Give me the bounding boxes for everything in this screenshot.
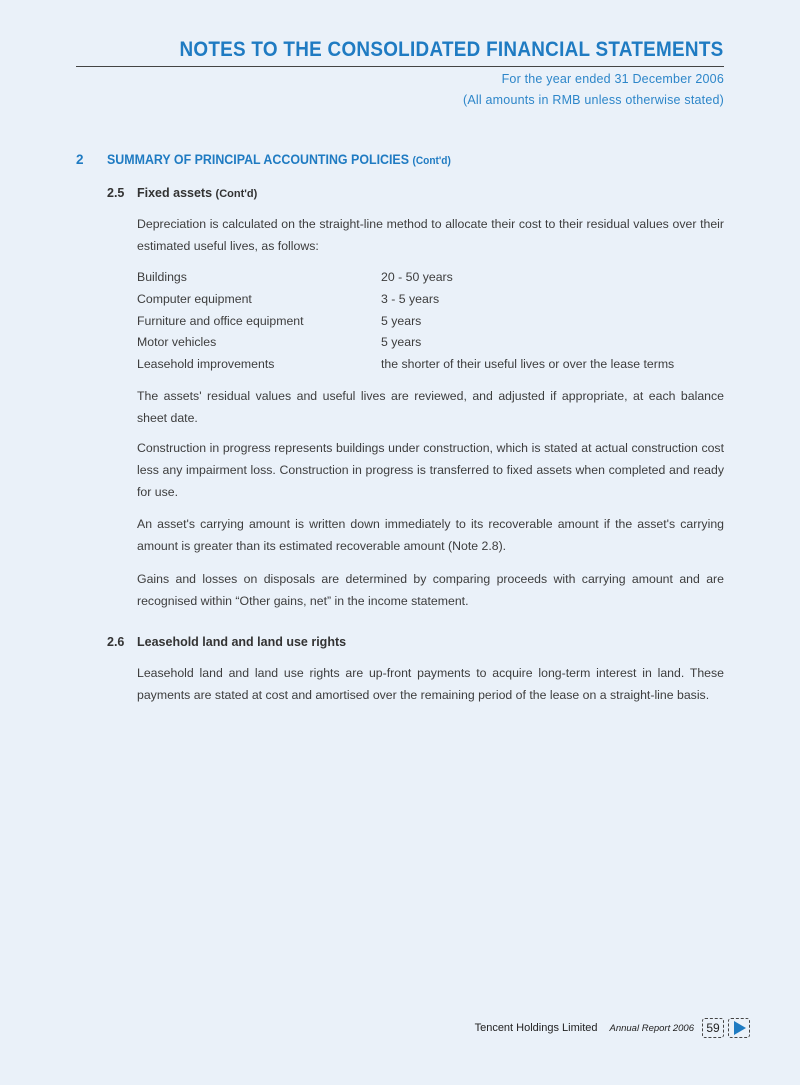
residual-values-paragraph: The assets' residual values and useful lives are reviewed, and adjusted if appropriate, at each balance sheet date.: [137, 389, 724, 425]
useful-life: 20 - 50 years: [381, 270, 453, 284]
page-number: 59: [702, 1018, 724, 1038]
disposals-paragraph: Gains and losses on disposals are determined by comparing proceeds with carrying amount and are recognised within “Other gains, net” in the income statement.: [137, 572, 724, 608]
header-rule: [76, 66, 724, 67]
company-name: Tencent Holdings Limited: [474, 1022, 598, 1034]
section-cont-label: (Cont'd): [412, 155, 451, 167]
play-triangle-icon: [731, 1020, 747, 1036]
subsection-title-2-5-text: Fixed assets: [137, 186, 213, 200]
carrying-amount-paragraph: An asset's carrying amount is written down immediately to its recoverable amount if the asset's carrying amount is greater than its estimated recoverable amount (Note 2.8).: [137, 517, 724, 553]
asset-class: Computer equipment: [137, 292, 252, 306]
useful-life: 3 - 5 years: [381, 292, 440, 306]
report-name: Annual Report 2006: [609, 1022, 694, 1034]
asset-class: Leasehold improvements: [137, 357, 275, 371]
subsection-number-2-6: 2.6: [107, 635, 125, 649]
subsection-cont-label: (Cont'd): [215, 188, 258, 200]
subsection-title-2-5: [137, 186, 257, 200]
currency-subtitle: (All amounts in RMB unless otherwise stated): [463, 93, 724, 107]
period-subtitle: For the year ended 31 December 2006: [501, 72, 724, 86]
useful-life: the shorter of their useful lives or over the lease terms: [381, 357, 675, 371]
page-title: NOTES TO THE CONSOLIDATED FINANCIAL STATEMENTS: [179, 38, 724, 61]
depreciation-intro-paragraph: Depreciation is calculated on the straight-line method to allocate their cost to their residual values over their estimated useful lives, as follows:: [137, 217, 724, 253]
useful-life: 5 years: [381, 335, 422, 349]
section-title: [107, 152, 451, 167]
leasehold-land-paragraph: Leasehold land and land use rights are up-front payments to acquire long-term interest in land. These payments are stated at cost and amortised over the remaining period of the lease on a straight-line basis.: [137, 666, 724, 702]
asset-class: Buildings: [137, 270, 187, 284]
construction-in-progress-paragraph: Construction in progress represents buildings under construction, which is stated at actual construction cost less any impairment loss. Construction in progress is transferred to fixed assets when completed and ready for use.: [137, 441, 724, 499]
next-page-button[interactable]: [728, 1018, 750, 1038]
subsection-title-2-6: Leasehold land and land use rights: [137, 635, 347, 649]
subsection-number-2-5: 2.5: [107, 186, 125, 200]
section-number: 2: [76, 152, 84, 167]
useful-life: 5 years: [381, 314, 422, 328]
asset-class: Motor vehicles: [137, 335, 217, 349]
asset-class: Furniture and office equipment: [137, 314, 304, 328]
page-footer: [475, 1017, 750, 1039]
section-title-text: SUMMARY OF PRINCIPAL ACCOUNTING POLICIES: [107, 152, 410, 167]
